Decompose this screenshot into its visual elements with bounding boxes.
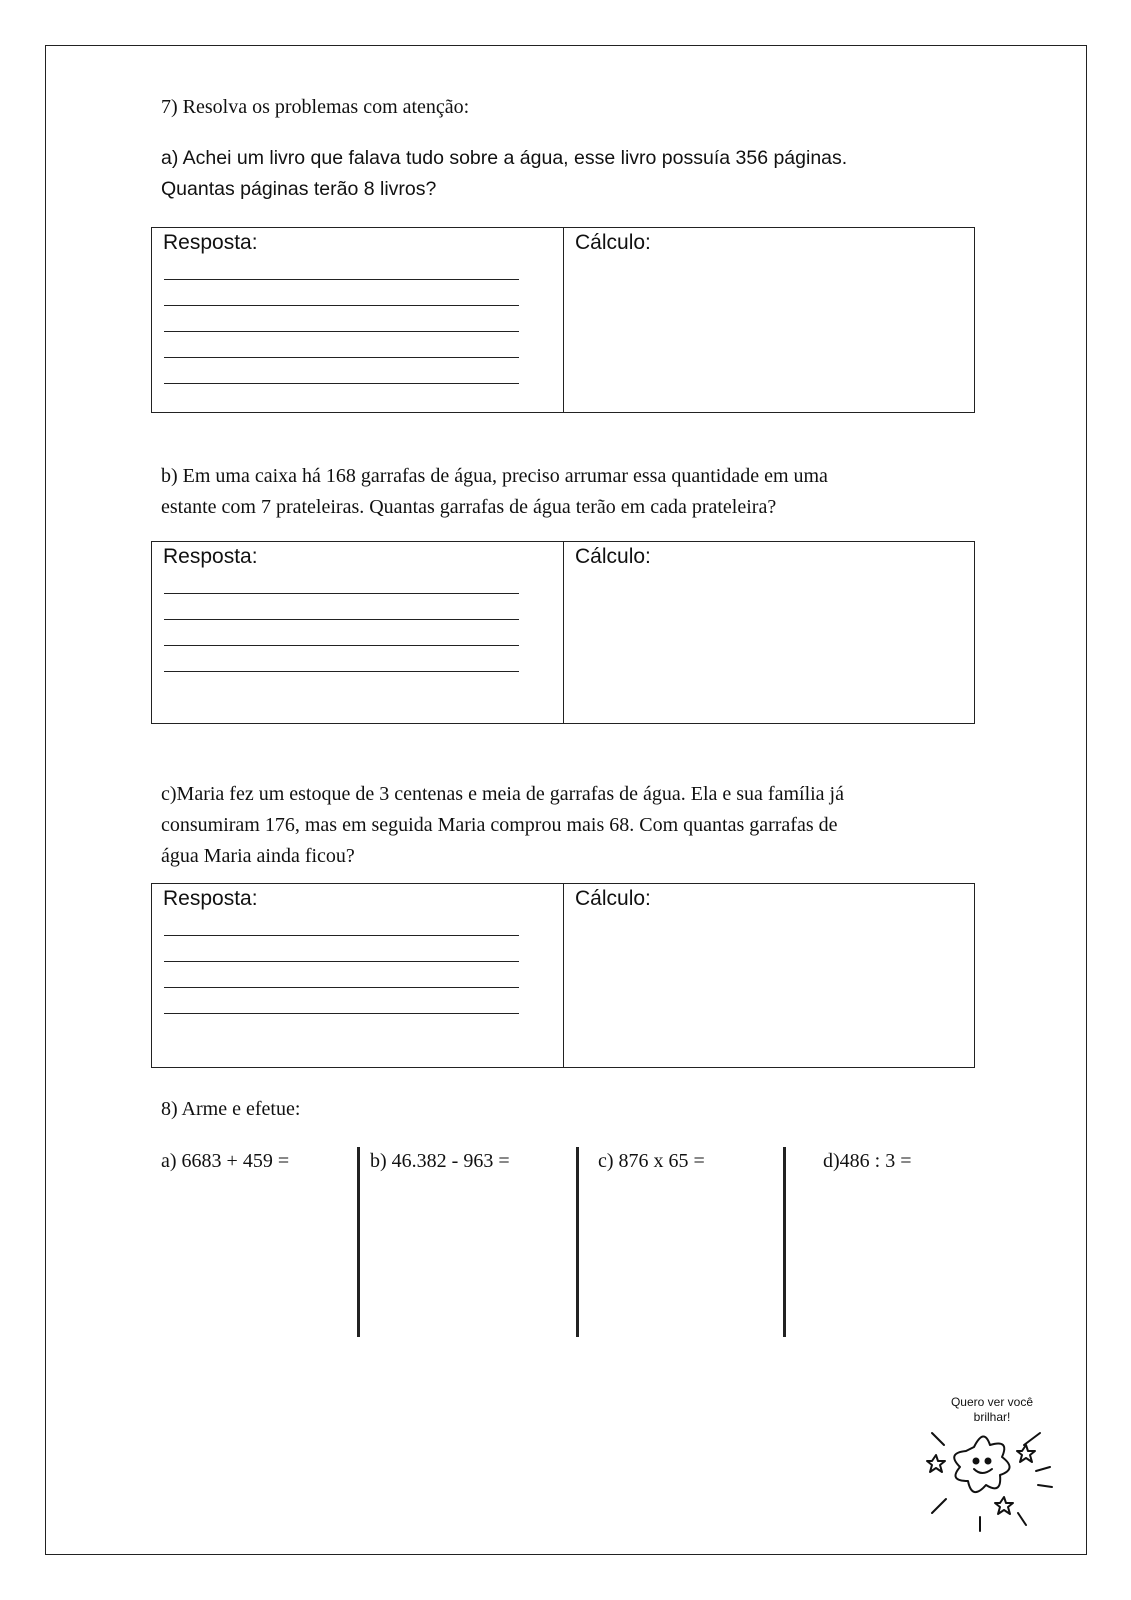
question-7c-line3: água Maria ainda ficou? <box>161 845 355 867</box>
sticker-caption-line1: Quero ver você <box>950 1395 1034 1409</box>
calc-label: Cálculo: <box>575 887 651 910</box>
answer-label: Resposta: <box>163 545 258 568</box>
answer-line[interactable] <box>164 619 519 620</box>
question-7a-line2: Quantas páginas terão 8 livros? <box>161 178 437 200</box>
box-divider <box>563 884 564 1067</box>
question-7c-line1: c)Maria fez um estoque de 3 centenas e meia de garrafas de água. Ela e sua família já <box>161 783 844 805</box>
question-8-title: 8) Arme e efetue: <box>161 1098 301 1120</box>
calc-label: Cálculo: <box>575 545 651 568</box>
box-divider <box>563 228 564 412</box>
star-sticker <box>912 1385 1072 1545</box>
answer-line[interactable] <box>164 987 519 988</box>
answer-line[interactable] <box>164 383 519 384</box>
operation-c: c) 876 x 65 = <box>598 1150 705 1172</box>
separator-bar <box>576 1147 579 1337</box>
answer-label: Resposta: <box>163 231 258 254</box>
answer-label: Resposta: <box>163 887 258 910</box>
separator-bar <box>783 1147 786 1337</box>
answer-line[interactable] <box>164 357 519 358</box>
box-divider <box>563 542 564 723</box>
answer-line[interactable] <box>164 645 519 646</box>
sticker-caption-line2: brilhar! <box>973 1410 1011 1424</box>
answer-line[interactable] <box>164 593 519 594</box>
answer-line[interactable] <box>164 671 519 672</box>
answer-line[interactable] <box>164 331 519 332</box>
calc-label: Cálculo: <box>575 231 651 254</box>
question-7b-line1: b) Em uma caixa há 168 garrafas de água, preciso arrumar essa quantidade em uma <box>161 465 828 487</box>
answer-line[interactable] <box>164 1013 519 1014</box>
question-7c-line2: consumiram 176, mas em seguida Maria comprou mais 68. Com quantas garrafas de <box>161 814 838 836</box>
answer-line[interactable] <box>164 935 519 936</box>
answer-box-c <box>151 883 975 1068</box>
answer-line[interactable] <box>164 305 519 306</box>
operation-d: d)486 : 3 = <box>823 1150 912 1172</box>
question-7b-line2: estante com 7 prateleiras. Quantas garrafas de água terão em cada prateleira? <box>161 496 777 518</box>
separator-bar <box>357 1147 360 1337</box>
operation-a: a) 6683 + 459 = <box>161 1150 290 1172</box>
operation-b: b) 46.382 - 963 = <box>370 1150 510 1172</box>
smiling-star-icon <box>912 1385 1072 1545</box>
answer-line[interactable] <box>164 961 519 962</box>
question-7-title: 7) Resolva os problemas com atenção: <box>161 96 470 118</box>
answer-box-a <box>151 227 975 413</box>
answer-box-b <box>151 541 975 724</box>
question-7a-line1: a) Achei um livro que falava tudo sobre a água, esse livro possuía 356 páginas. <box>161 147 848 169</box>
answer-line[interactable] <box>164 279 519 280</box>
